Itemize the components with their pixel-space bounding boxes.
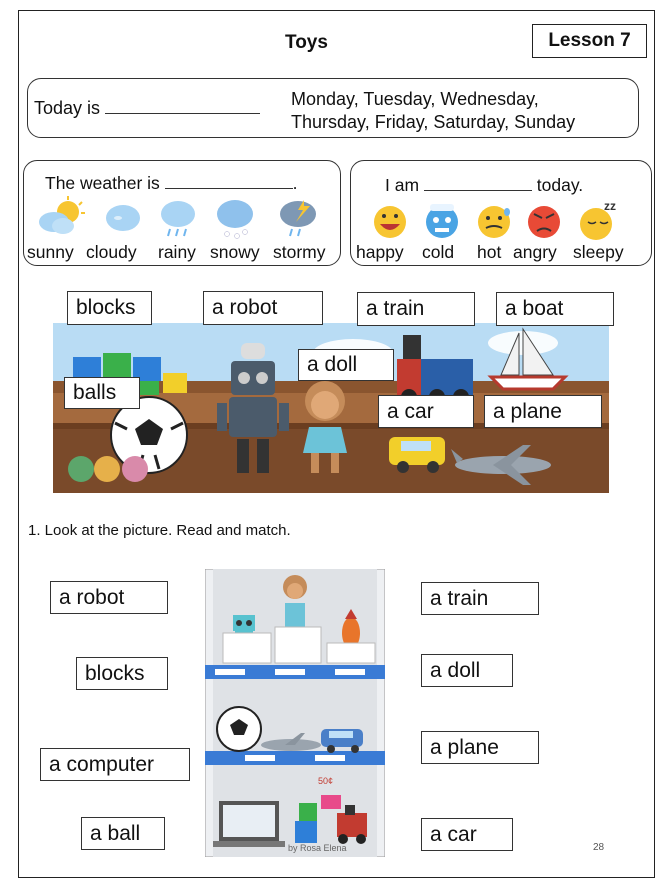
hot-face-icon [478, 206, 510, 238]
label-balls: balls [64, 377, 140, 409]
weather-cloudy: cloudy [86, 242, 137, 262]
days-line-1: Monday, Tuesday, Wednesday, [291, 89, 539, 109]
sunny-icon [39, 196, 85, 234]
match-right-doll[interactable]: a doll [421, 654, 513, 687]
days-line-2: Thursday, Friday, Saturday, Sunday [291, 112, 576, 132]
angry-face-icon [528, 206, 560, 238]
lesson-badge: Lesson 7 [532, 24, 647, 58]
cold-face-icon [426, 204, 458, 238]
stormy-icon [280, 200, 316, 236]
svg-text:zz: zz [604, 200, 616, 213]
label-boat: a boat [496, 292, 614, 326]
date-prompt-text: Today is [34, 98, 101, 118]
shelf-ball-icon [217, 707, 261, 751]
label-robot: a robot [203, 291, 323, 325]
match-left-robot[interactable]: a robot [50, 581, 168, 614]
cloudy-icon [106, 205, 140, 231]
label-car: a car [378, 395, 474, 428]
feelings-icons [360, 200, 650, 244]
store-shelf-picture [205, 569, 385, 857]
feelings-prompt-text: I am [385, 175, 420, 195]
feeling-sleepy: sleepy [573, 242, 624, 262]
weather-sunny: sunny [27, 242, 74, 262]
shelf-price-tag-text: 50¢ [318, 776, 334, 786]
marbles-toy [68, 456, 148, 482]
weather-blank[interactable] [165, 188, 293, 189]
page-title: Toys [285, 32, 328, 53]
label-blocks: blocks [67, 291, 152, 325]
feeling-cold: cold [422, 242, 455, 262]
weather-stormy: stormy [273, 242, 326, 262]
match-left-computer[interactable]: a computer [40, 748, 190, 781]
match-right-plane[interactable]: a plane [421, 731, 539, 764]
feelings-blank[interactable] [424, 190, 532, 191]
label-plane: a plane [484, 395, 602, 428]
feeling-hot: hot [477, 242, 502, 262]
feeling-angry: angry [513, 242, 557, 262]
weather-dot: . [292, 173, 298, 193]
rainy-icon [161, 201, 195, 236]
weather-rainy: rainy [158, 242, 196, 262]
weather-snowy: snowy [210, 242, 260, 262]
match-left-ball[interactable]: a ball [81, 817, 165, 850]
exercise-instruction: 1. Look at the picture. Read and match. [28, 522, 291, 539]
date-prompt [34, 98, 260, 119]
feelings-suffix: today. [536, 175, 584, 195]
happy-face-icon [374, 206, 406, 238]
date-blank[interactable] [105, 113, 260, 114]
shelf-computer-icon [213, 801, 285, 847]
weather-icons [30, 196, 340, 242]
label-doll: a doll [298, 349, 394, 381]
feelings-prompt [385, 175, 583, 196]
snowy-icon [217, 200, 253, 239]
match-right-car[interactable]: a car [421, 818, 513, 851]
match-right-train[interactable]: a train [421, 582, 539, 615]
feeling-happy: happy [356, 242, 404, 262]
sleepy-face-icon [580, 200, 616, 240]
image-credit: by Rosa Elena [288, 843, 347, 853]
match-left-blocks[interactable]: blocks [76, 657, 168, 690]
page-number: 28 [593, 842, 605, 853]
weather-prompt-text: The weather is [45, 173, 160, 193]
weather-prompt [45, 173, 298, 194]
label-train: a train [357, 292, 475, 326]
